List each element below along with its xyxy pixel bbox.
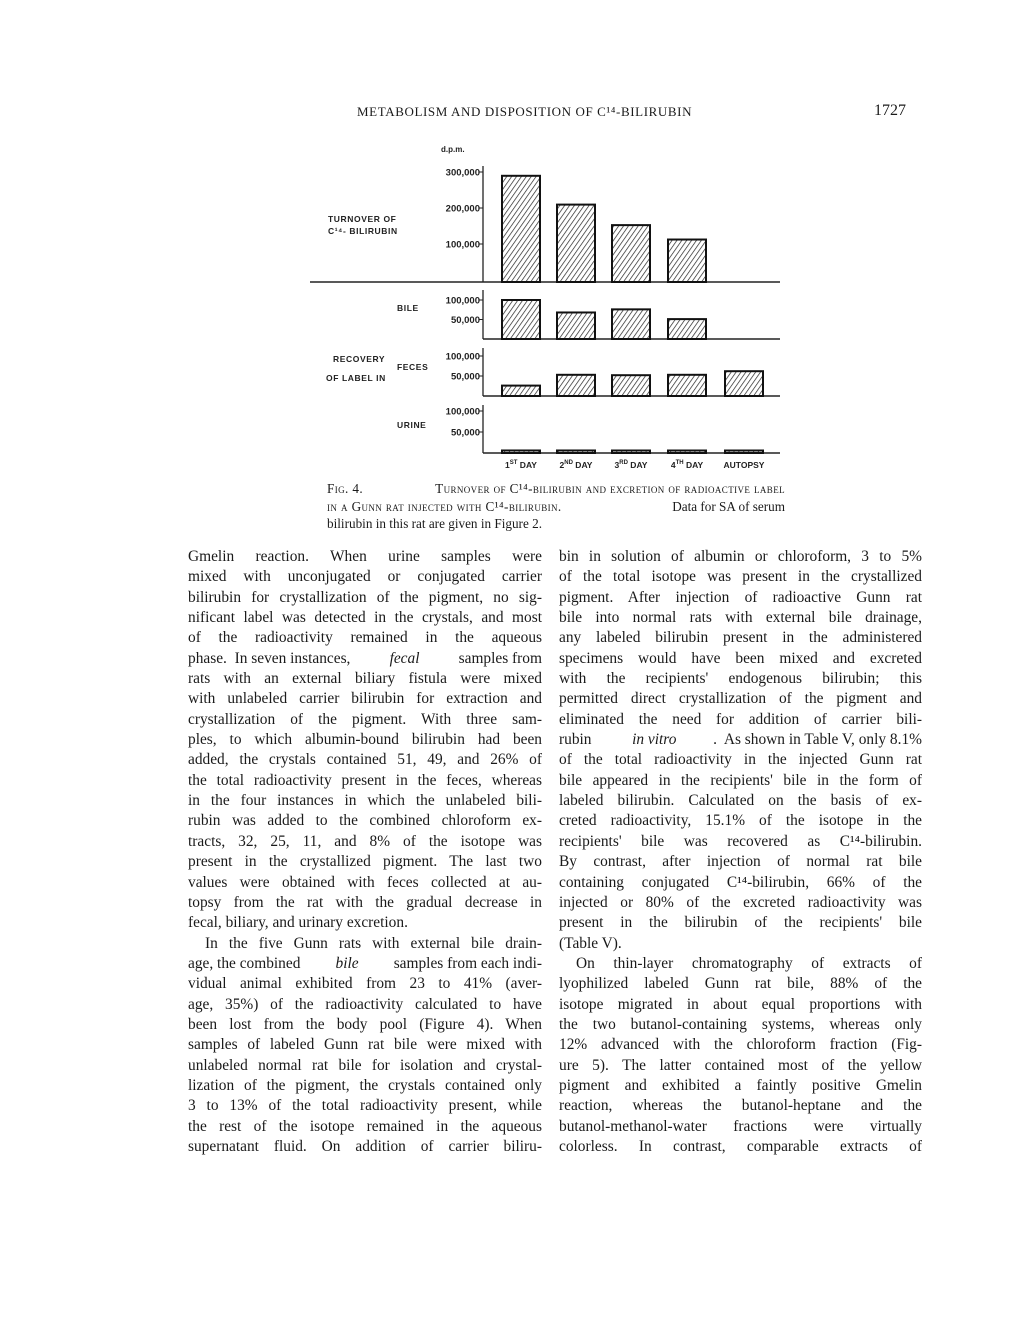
text-line: Gmelin reaction. When urine samples were — [188, 548, 542, 565]
text-line: crystallization of the pigment. With three sam- — [188, 710, 542, 728]
text-segment: Data for SA of serum — [665, 498, 785, 514]
text-line: injected or 80% of the excreted radioactivity was — [559, 893, 922, 911]
figure-4-bar-chart — [0, 0, 1020, 480]
italic-text: bile — [335, 954, 359, 972]
text-line: samples of labeled Gunn rat bile were mixed with — [188, 1036, 542, 1054]
small-caps-text: Fig. 4. — [327, 481, 371, 496]
x-tick-label: 2ND DAY — [559, 460, 593, 470]
text-line: bin in solution of albumin or chloroform, 3 to 5% — [559, 548, 922, 565]
bile-bar — [502, 300, 540, 339]
text-line: nificant label was detected in the crystals, and most — [188, 609, 542, 627]
text-line: lization of the pigment, the crystals contained only — [188, 1076, 542, 1094]
text-segment: . As shown in Table V, only 8.1% — [713, 731, 922, 749]
text-segment: samples from each indi- — [389, 954, 542, 972]
text-line: lyophilized labeled Gunn rat bile, 88% of the — [559, 975, 922, 993]
text-line — [327, 480, 785, 498]
text-line: 12% advanced with the chloroform fraction (Fig- — [559, 1036, 922, 1054]
urine-bar — [668, 451, 706, 454]
small-caps-text: in a Gunn rat injected with C¹⁴-bilirubin. — [327, 498, 562, 514]
feces-panel-label: FECES — [397, 362, 429, 372]
text-line: with the recipients' endogenous bilirubin; this — [559, 670, 922, 688]
text-line: topsy from the rat with the gradual decrease in — [188, 893, 542, 911]
text-line: present in the bilirubin of the recipients' bile — [559, 914, 922, 932]
text-line: supernatant fluid. On addition of carrier biliru- — [188, 1137, 542, 1155]
urine-y-tick-label: 50,000 — [450, 427, 480, 439]
feces-bar — [612, 375, 650, 396]
bile-bar — [557, 312, 595, 339]
text-line: vidual animal exhibited from 23 to 41% (aver- — [188, 975, 542, 993]
recovery-group-label: RECOVERY — [333, 354, 386, 364]
text-segment: phase. In seven instances, — [188, 649, 355, 667]
text-line: bile into normal rats with external bile drainage, — [559, 609, 922, 627]
text-segment: rubin — [559, 731, 596, 749]
text-line: reaction, whereas the butanol-heptane and the — [559, 1097, 922, 1115]
turnover-bar — [557, 205, 595, 282]
text-line: added, the crystals contained 51, 49, and 26% of — [188, 751, 542, 769]
turnover-bar — [502, 176, 540, 282]
text-line: colorless. In contrast, comparable extracts of — [559, 1137, 922, 1155]
figure-caption — [327, 480, 785, 533]
italic-text: fecal — [389, 649, 420, 667]
text-line — [559, 730, 922, 750]
turnover-bar — [668, 240, 706, 282]
text-line: specimens would have been mixed and excreted — [559, 649, 922, 667]
text-line: bile appeared in the recipients' bile in the form of — [559, 771, 922, 789]
text-line: in the four instances in which the unlabeled bili- — [188, 792, 542, 810]
text-line: tracts, 32, 25, 11, and 8% of the isotope was — [188, 832, 542, 850]
text-line: (Table V). — [559, 934, 622, 952]
bile-bar — [612, 309, 650, 339]
text-segment: age, the combined — [188, 954, 305, 972]
y-axis-label: d.p.m. — [441, 145, 465, 154]
text-line — [327, 498, 785, 516]
text-line: fecal, biliary, and urinary excretion. — [188, 914, 408, 932]
text-line: age, 35%) of the radioactivity calculated to have — [188, 995, 542, 1013]
text-line — [188, 954, 542, 974]
turnover-y-tick-label: 100,000 — [445, 239, 480, 251]
text-line: rats with an external biliary fistula were mixed — [188, 670, 542, 688]
turnover-y-tick-label: 200,000 — [445, 203, 480, 215]
text-line: isotope migrated in about equal proportions with — [559, 995, 922, 1013]
text-line: ure 5). The latter contained most of the yellow — [559, 1056, 922, 1074]
text-line: present in the crystallized pigment. The last two — [188, 853, 542, 871]
text-line: eliminated the need for addition of carrier bili- — [559, 710, 922, 728]
x-tick-label: 4TH DAY — [670, 460, 704, 470]
turnover-y-tick-label: 300,000 — [445, 167, 480, 179]
x-tick-label: AUTOPSY — [723, 460, 765, 470]
turnover-panel-label: C¹⁴- BILIRUBIN — [328, 226, 398, 236]
italic-text: in vitro — [632, 731, 677, 749]
text-line: In the five Gunn rats with external bile drain- — [205, 934, 542, 952]
text-line: been lost from the body pool (Figure 4). When — [188, 1015, 542, 1033]
urine-y-tick-label: 100,000 — [445, 406, 480, 418]
text-line — [327, 515, 785, 533]
bile-panel-label: BILE — [397, 303, 419, 313]
feces-bar — [557, 375, 595, 396]
text-line: mixed with unconjugated or conjugated carrier — [188, 568, 542, 586]
text-line: butanol-methanol-water fractions were virtually — [559, 1117, 922, 1135]
text-line: the total radioactivity present in the feces, whereas — [188, 771, 542, 789]
feces-bar — [502, 386, 540, 396]
text-segment: samples from — [454, 649, 542, 667]
text-line: ples, to which albumin-bound bilirubin had been — [188, 731, 542, 749]
bile-bar — [668, 319, 706, 339]
text-line: of the radioactivity remained in the aqueous — [188, 629, 542, 647]
text-line: creted radioactivity, 15.1% of the isotope in the — [559, 812, 922, 830]
text-line: any labeled bilirubin present in the administered — [559, 629, 922, 647]
text-line: the two butanol-containing systems, whereas only — [559, 1015, 922, 1033]
feces-bar — [668, 375, 706, 396]
text-segment: bilirubin in this rat are given in Figure 2. — [327, 516, 542, 531]
text-line: By contrast, after injection of normal rat bile — [559, 853, 922, 871]
x-tick-label: 1ST DAY — [505, 460, 537, 470]
text-line: pigment. After injection of radioactive Gunn rat — [559, 588, 922, 606]
text-line: labeled bilirubin. Calculated on the basis of ex- — [559, 792, 922, 810]
feces-y-tick-label: 50,000 — [450, 371, 480, 383]
text-line: On thin-layer chromatography of extracts of — [576, 954, 922, 972]
recovery-group-label: OF LABEL IN — [326, 373, 386, 383]
text-line: 3 to 13% of the total radioactivity present, while — [188, 1097, 542, 1115]
small-caps-text: Turnover of C¹⁴-bilirubin and excretion of radioactive label — [435, 481, 785, 496]
urine-bar — [557, 450, 595, 453]
page-number: 1727 — [874, 102, 906, 119]
text-line: values were obtained with feces collected at au- — [188, 873, 542, 891]
text-line: bilirubin for crystallization of the pigment, no sig- — [188, 588, 542, 606]
text-line: the rest of the isotope remained in the aqueous — [188, 1117, 542, 1135]
turnover-bar — [612, 225, 650, 282]
urine-bar — [502, 450, 540, 453]
text-column-right — [559, 547, 922, 1157]
feces-y-tick-label: 100,000 — [445, 351, 480, 363]
text-line: of the total isotope was present in the crystallized — [559, 568, 922, 586]
urine-bar — [612, 451, 650, 454]
text-line: permitted direct crystallization of the pigment and — [559, 690, 922, 708]
text-line: unlabeled normal rat bile for isolation and crystal- — [188, 1056, 542, 1074]
turnover-panel-label: TURNOVER OF — [328, 214, 397, 224]
urine-bar — [725, 451, 763, 454]
x-tick-label: 3RD DAY — [614, 460, 648, 470]
text-line: pigment and exhibited a faintly positive Gmelin — [559, 1076, 922, 1094]
bile-y-tick-label: 100,000 — [445, 295, 480, 307]
text-line: of the total radioactivity in the injected Gunn rat — [559, 751, 922, 769]
text-line: containing conjugated C¹⁴-bilirubin, 66% of the — [559, 873, 922, 891]
urine-panel-label: URINE — [397, 420, 427, 430]
text-line: recipients' bile was recovered as C¹⁴-bilirubin. — [559, 832, 922, 850]
bile-y-tick-label: 50,000 — [450, 315, 480, 326]
text-line: rubin was added to the combined chloroform ex- — [188, 812, 542, 830]
text-column-left — [188, 547, 542, 1157]
running-head: METABOLISM AND DISPOSITION OF C¹⁴-BILIRUBIN — [357, 104, 693, 119]
text-line — [188, 649, 542, 669]
feces-bar — [725, 371, 763, 396]
text-line: with unlabeled carrier bilirubin for extraction and — [188, 690, 542, 708]
